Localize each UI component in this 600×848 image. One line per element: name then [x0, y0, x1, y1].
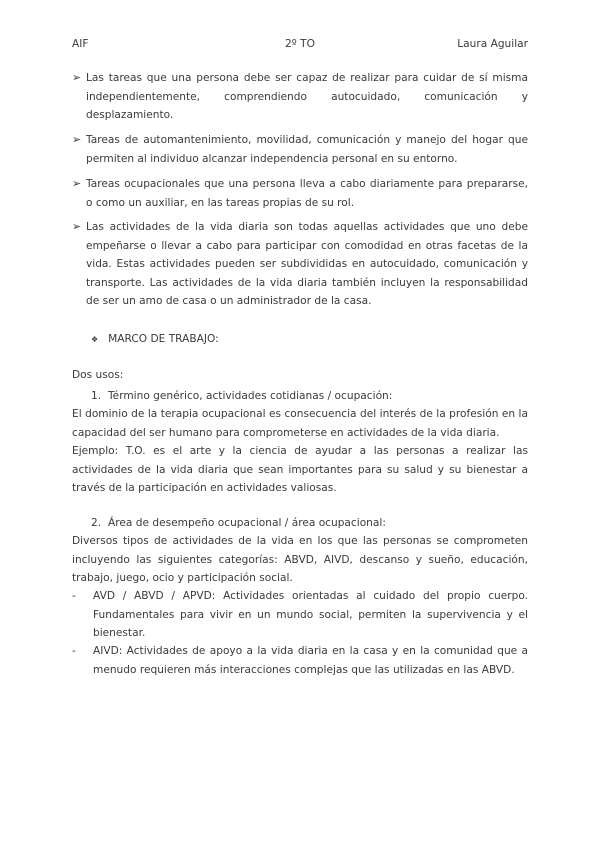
paragraph: Diversos tipos de actividades de la vida en los que las personas se comprometen incluyendo las siguientes categorías: ABVD, AIVD, descanso y sueño, educación, trabajo, juego, ocio y participación social.	[72, 535, 528, 585]
dash-bullet: -	[72, 645, 76, 657]
dash-item-text: AIVD: Actividades de apoyo a la vida diaria en la casa y en la comunidad que a menudo requieren más interacciones complejas que las utilizadas en las ABVD.	[93, 645, 528, 676]
bullet-text: Tareas de automantenimiento, movilidad, comunicación y manejo del hogar que permiten al individuo alcanzar independencia personal en su entorno.	[86, 134, 528, 165]
numbered-title: Área de desempeño ocupacional / área ocupacional:	[108, 517, 386, 529]
numbered-title: Término genérico, actividades cotidianas / ocupación:	[108, 390, 393, 402]
dash-list-item	[72, 642, 528, 679]
diamond-bullet-icon: ❖	[91, 335, 99, 344]
list-number: 1.	[91, 390, 102, 402]
header-subject: AIF	[72, 38, 89, 50]
bullet-item	[72, 175, 528, 212]
bullet-item	[72, 69, 528, 125]
paragraph: Ejemplo: T.O. es el arte y la ciencia de ayudar a las personas a realizar las actividades de la vida diaria que sean importantes para su salud y su bienestar a través de la participación en actividades valiosas.	[72, 445, 528, 495]
dash-item-text: AVD / ABVD / APVD: Actividades orientadas al cuidado del propio cuerpo. Fundamentales para vivir en un mundo social, permiten la supervivencia y el bienestar.	[93, 590, 528, 640]
arrow-bullet-icon: ➢	[72, 133, 82, 146]
bullet-text: Las actividades de la vida diaria son todas aquellas actividades que uno debe empeñarse o llevar a cabo para participar con comodidad en otras facetas de la vida. Estas actividades pueden ser subdivididas en autocuidado, comunicación y transporte. Las actividades de la vida diaria también incluyen la responsabilidad de ser un amo de casa o un administrador de la casa.	[86, 221, 528, 308]
bullet-text: Las tareas que una persona debe ser capaz de realizar para cuidar de sí misma independientemente, comprendiendo autocuidado, comunicación y desplazamiento.	[86, 72, 528, 122]
list-number: 2.	[91, 517, 102, 529]
section-title: MARCO DE TRABAJO:	[108, 333, 219, 345]
arrow-bullet-icon: ➢	[72, 220, 82, 233]
dash-bullet: -	[72, 590, 76, 602]
bullet-text: Tareas ocupacionales que una persona lleva a cabo diariamente para prepararse, o como un auxiliar, en las tareas propias de su rol.	[86, 178, 528, 209]
page-header	[72, 35, 528, 51]
arrow-bullet-icon: ➢	[72, 71, 82, 84]
numbered-heading-1	[91, 387, 392, 406]
arrow-bullet-icon: ➢	[72, 177, 82, 190]
bullet-item	[72, 131, 528, 168]
bullet-item	[72, 218, 528, 311]
uses-label: Dos usos:	[72, 369, 124, 381]
section-heading	[91, 330, 219, 350]
header-course: 2º TO	[285, 38, 315, 50]
paragraph: El dominio de la terapia ocupacional es consecuencia del interés de la profesión en la capacidad del ser humano para comprometerse en actividades de la vida diaria.	[72, 408, 528, 439]
header-author: Laura Aguilar	[457, 38, 528, 50]
dash-list-item	[72, 587, 528, 643]
numbered-heading-2	[91, 514, 386, 533]
